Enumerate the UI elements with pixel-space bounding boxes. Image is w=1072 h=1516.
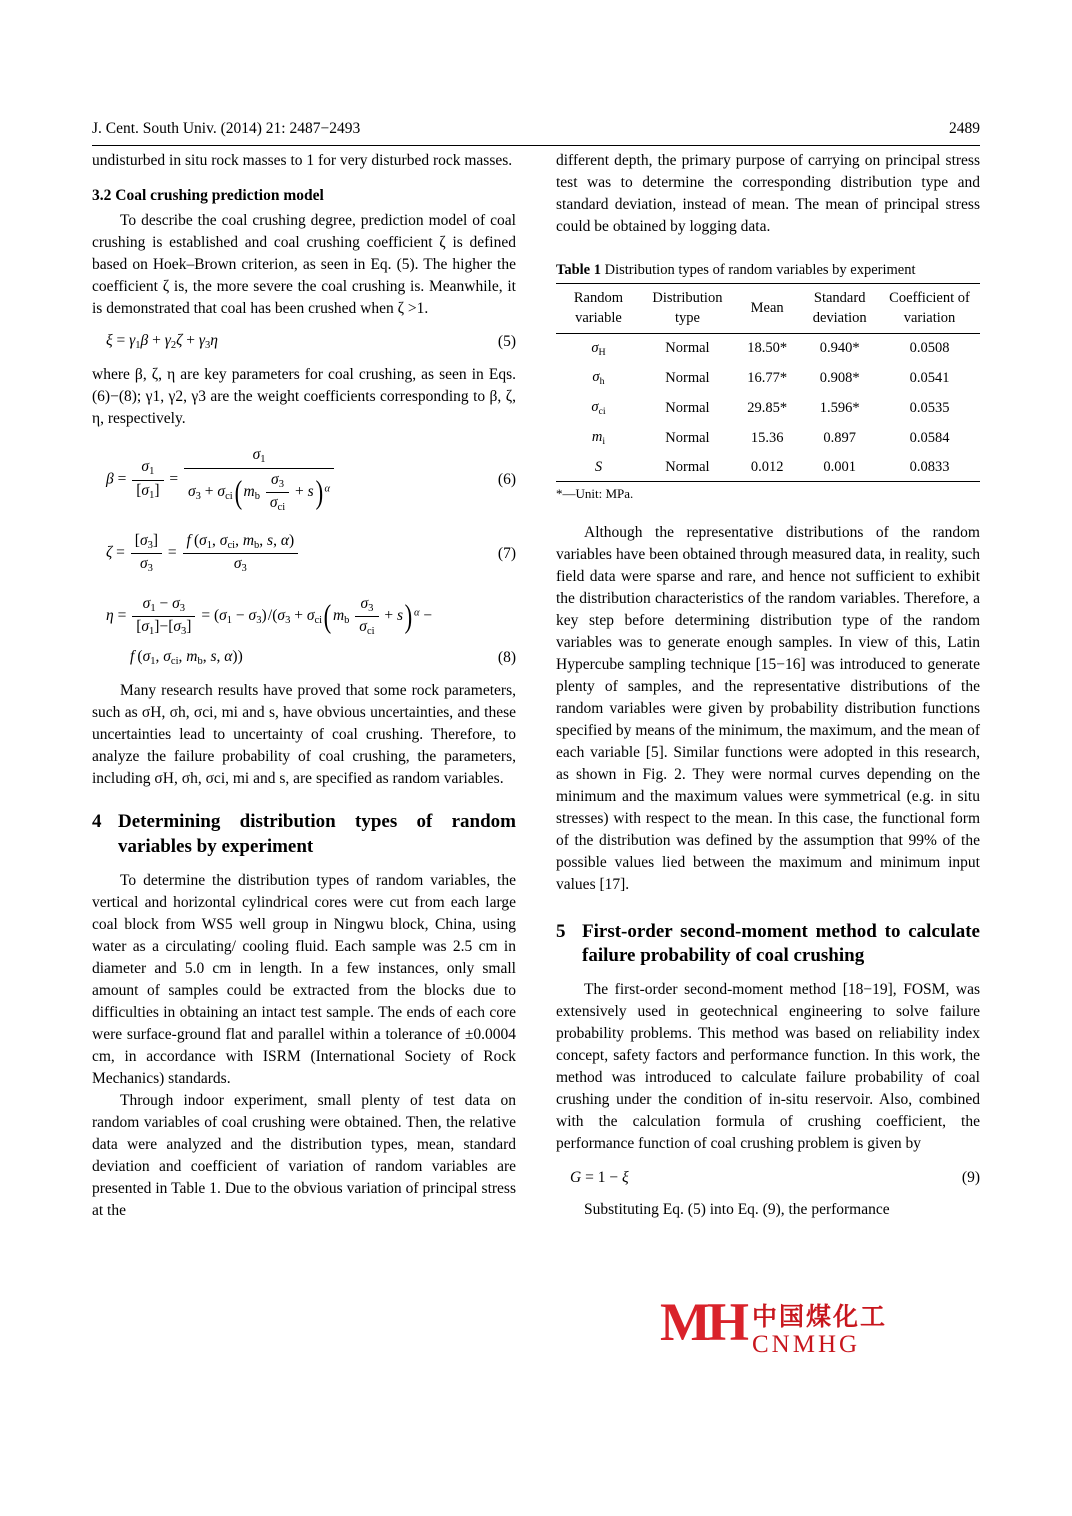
- equation-6: [92, 446, 516, 514]
- equation-8-body-line2: f ($\sigma_1$, $\sigma_{ci}$, $m_b$, s, α)): [130, 648, 243, 668]
- heading-3-2: 3.2 Coal crushing prediction model: [92, 187, 324, 204]
- cell-variable: $\sigma_H$: [591, 339, 606, 358]
- heading-section-4: [92, 810, 516, 859]
- heading-section-4-number: 4: [92, 811, 102, 833]
- table-row: [556, 423, 980, 453]
- cell-cov: 0.0535: [909, 399, 950, 416]
- cell-variable: $\sigma_h$: [592, 369, 605, 388]
- cell-cov: 0.0541: [909, 370, 950, 387]
- equation-7-number: (7): [497, 544, 516, 562]
- table-caption-label: Table 1: [556, 262, 601, 278]
- equation-8: [92, 595, 516, 638]
- table-header-mean-label: Mean: [750, 299, 784, 316]
- equation-6-body: β = $\frac{\sigma_1}{[\sigma_1]}$ = $\sigma_1$ $\sigma_3 + \sigma_{ci}$( $m_b$ $\frac{\sigma_3}{\sigma_{ci}}$ + s) $^\alpha$: [92, 446, 480, 514]
- paragraph-4a: To determine the distribution types of random variables, the vertical and horizontal cylindrical cores were cut from each large coal block from WS5 well group in Ningwu block, China, using water as a circulating/ cooling fluid. Each sample was 2.5 cm in diameter and 5.0 cm in length. In a few instances, only small amount of samples could be extracted from the blocks due to difficulties in obtaining an intact test sample. The ends of each core were surface-ground flat and parallel within a tolerance of ±0.0004 cm, in accordance with ISRM (International Society of Rock Mechanics) standards.: [92, 871, 516, 1087]
- table-header-mean: [734, 283, 800, 333]
- heading-section-4-text: Determining distribution types of random variables by experiment: [118, 811, 516, 857]
- paragraph-substituting: Substituting Eq. (5) into Eq. (9), the performance: [584, 1201, 890, 1219]
- watermark-chinese-text: 中国煤化工: [752, 1302, 888, 1331]
- running-header: [92, 120, 980, 138]
- table-header-variable-label: Random variable: [573, 289, 624, 327]
- table-header-cov-label: Coefficient of variation: [889, 289, 970, 327]
- equation-5-number: (5): [497, 332, 516, 350]
- equation-9-body: G = 1 − ξ: [570, 1169, 629, 1187]
- table-caption-text: Distribution types of random variables by experiment: [604, 262, 916, 278]
- cell-mean: 29.85*: [747, 399, 788, 416]
- left-column: [92, 150, 516, 1222]
- watermark-logo: MH: [660, 1292, 745, 1352]
- cell-cov: 0.0508: [909, 340, 950, 357]
- cell-sd: 0.001: [800, 453, 879, 482]
- table-note: *—Unit: MPa.: [556, 486, 634, 502]
- equation-7-body: ζ = $\frac{[\sigma_3]}{\sigma_3}$ = $\frac{f (\sigma_1, \sigma_{ci}, m_b, s, \alpha)}{\sigma_3}$: [92, 532, 480, 575]
- watermark-english-text: CNMHG: [752, 1331, 861, 1358]
- cell-variable: $m_i$: [591, 428, 606, 447]
- right-column: [556, 150, 980, 1221]
- cell-sd: 0.940*: [819, 340, 860, 357]
- cell-type: Normal: [665, 399, 710, 416]
- cell-type: Normal: [665, 370, 710, 387]
- paragraph-4b: Through indoor experiment, small plenty of test data on random variables of coal crushing were obtained. Then, the relative data were analyzed and the distribution types, mean, standard deviation and coefficient of variation of random variables are presented in Table 1. Due to the obvious variation of principal stress at the: [92, 1091, 516, 1219]
- cell-mean: 18.50*: [747, 340, 788, 357]
- paragraph-many-results: Many research results have proved that some rock parameters, such as σH, σh, σci, mi and s, have obvious uncertainties, and these uncertainties lead to uncertainty of coal crushing. Therefore, to analyze the failure probability of coal crushing, the parameters, including σH, σh, σci, mi and s, are specified as random variables.: [92, 682, 516, 788]
- table-header-type: [641, 283, 734, 333]
- table-header-cov: [879, 283, 980, 333]
- cell-mean: 15.36: [750, 429, 784, 446]
- table-row: [556, 453, 980, 482]
- heading-section-5-number: 5: [556, 920, 566, 942]
- cell-mean: 16.77*: [747, 370, 788, 387]
- cell-variable: $\sigma_{ci}$: [591, 399, 606, 417]
- table-row: [556, 333, 980, 363]
- equation-8-body: η = $\frac{\sigma_1 - \sigma_3}{[\sigma_1]-[\sigma_3]}$ = $(\sigma_1 - \sigma_3)$ $/(\sigma_3 + \sigma_{ci}$( $m_b$ $\frac{\sigma_3}{\sigma_{ci}}$ + s) $^\alpha$ −: [106, 595, 433, 638]
- cell-cov: 0.0833: [879, 453, 980, 482]
- equation-9-number: (9): [961, 1169, 980, 1187]
- paragraph-although: Although the representative distributions of the random variables have been obtained through measured data, in reality, such field data were sparse and rare, and hence not sufficient to exhibit the distribution characteristics of the random variables. Therefore, a key step before determining distribution type of the random variables was to generate enough samples. In view of this, Latin Hypercube sampling technique [15−16] was introduced to generate plenty of samples, and the representative distributions of the random variables were given by probability distribution functions specified by means of the minimum, the maximum, and the mean of each variable [5]. Similar functions were adopted in this research, as shown in Fig. 2. They were normal curves depending on the minimum and the maximum values were symmetrical (e.g. in situ stresses) with respect to the mean. In this case, the functional form of the distribution was defined by the assumption that 99% of the possible values lied between the maximum and minimum input values [17].: [556, 523, 980, 893]
- table-1: [556, 283, 980, 483]
- journal-citation: J. Cent. South Univ. (2014) 21: 2487−2493: [92, 120, 361, 137]
- cell-cov: 0.0584: [909, 429, 950, 446]
- table-header-sd-label: Standard deviation: [812, 289, 867, 327]
- table-header-type-label: Distribution type: [652, 289, 723, 327]
- cell-type: Normal: [665, 429, 710, 446]
- table-header-variable: [556, 283, 641, 333]
- cell-type: Normal: [665, 340, 710, 357]
- equation-8-line2: [92, 646, 516, 670]
- cell-mean: 0.012: [734, 453, 800, 482]
- cell-sd: 1.596*: [819, 399, 860, 416]
- paragraph-right-top: different depth, the primary purpose of carrying on principal stress test was to determine the corresponding distribution type and standard deviation, instead of mean. The mean of principal stress could be obtained by logging data.: [556, 152, 980, 235]
- page-number: 2489: [949, 120, 980, 137]
- table-caption: [556, 260, 980, 281]
- equation-7: [92, 532, 516, 575]
- table-header-sd: [800, 283, 879, 333]
- equation-5-body: $\xi = \gamma_1\beta + \gamma_2\zeta + \gamma_3\eta$: [106, 332, 218, 351]
- equation-6-number: (6): [497, 471, 516, 488]
- table-body: [556, 333, 980, 482]
- paragraph-where: where β, ζ, η are key parameters for coal crushing, as seen in Eqs. (6)−(8); γ1, γ2, γ3 are the weight coefficients corresponding to β, ζ, η, respectively.: [92, 365, 516, 427]
- table-row: [556, 393, 980, 423]
- equation-5: [92, 330, 516, 354]
- cell-variable: S: [556, 453, 641, 482]
- cell-sd: 0.908*: [819, 370, 860, 387]
- paragraph-5a: The first-order second-moment method [18−19], FOSM, was extensively used in geotechnical engineering to solve failure probability problems. This method was based on reliability index concept, safety factors and performance function. In this work, the method was introduced to calculate failure probability of coal crushing under the condition of in-situ reservoir. Also, combined with the calculation formula of crushing coefficient, the performance function of coal crushing problem is given by: [556, 981, 980, 1153]
- paragraph-continued: undisturbed in situ rock masses to 1 for very disturbed rock masses.: [92, 152, 513, 169]
- heading-section-5: [556, 920, 980, 969]
- watermark-stamp: [660, 1292, 890, 1367]
- header-divider: [92, 145, 980, 146]
- heading-section-5-text: First-order second-moment method to calculate failure probability of coal crushing: [582, 920, 980, 967]
- table-row: [556, 363, 980, 393]
- cell-sd: 0.897: [823, 429, 856, 446]
- equation-8-number: (8): [497, 649, 516, 667]
- paragraph-3-2: To describe the coal crushing degree, prediction model of coal crushing is established and coal crushing coefficient ζ is defined based on Hoek–Brown criterion, as seen in Eq. (5). The higher the coefficient ζ is, the more severe the coal crushing is. Meanwhile, it is demonstrated that coal has been crushed when ζ >1.: [92, 212, 516, 317]
- cell-type: Normal: [641, 453, 734, 482]
- equation-9: [556, 1167, 980, 1189]
